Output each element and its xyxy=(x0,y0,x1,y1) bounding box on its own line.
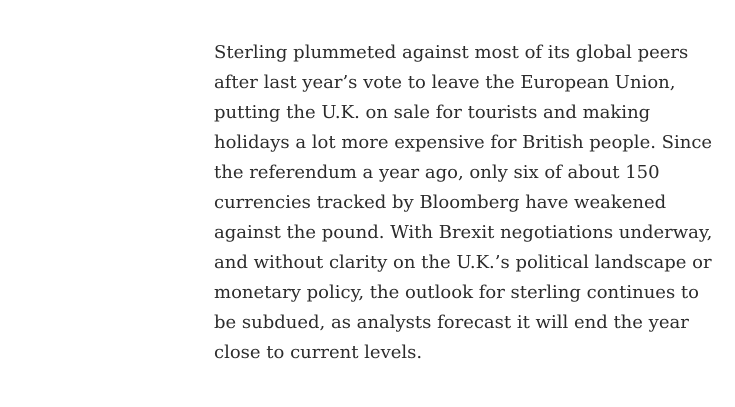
paragraph-line: holidays a lot more expensive for British people. Since xyxy=(214,132,713,153)
paragraph-line: be subdued, as analysts forecast it will end the year xyxy=(214,312,689,333)
paragraph-line: putting the U.K. on sale for tourists and making xyxy=(214,102,651,123)
paragraph-line: close to current levels. xyxy=(214,342,423,363)
paragraph-line: and without clarity on the U.K.’s political landscape or xyxy=(214,252,712,273)
paragraph-line: currencies tracked by Bloomberg have weakened xyxy=(214,192,667,213)
paragraph-line: Sterling plummeted against most of its global peers xyxy=(214,42,689,63)
paragraph-line: against the pound. With Brexit negotiations underway, xyxy=(214,222,713,243)
paragraph-line: monetary policy, the outlook for sterling continues to xyxy=(214,282,699,303)
article-paragraph xyxy=(214,38,729,368)
paragraph-line: after last year’s vote to leave the European Union, xyxy=(214,72,676,93)
paragraph-line: the referendum a year ago, only six of about 150 xyxy=(214,162,660,183)
